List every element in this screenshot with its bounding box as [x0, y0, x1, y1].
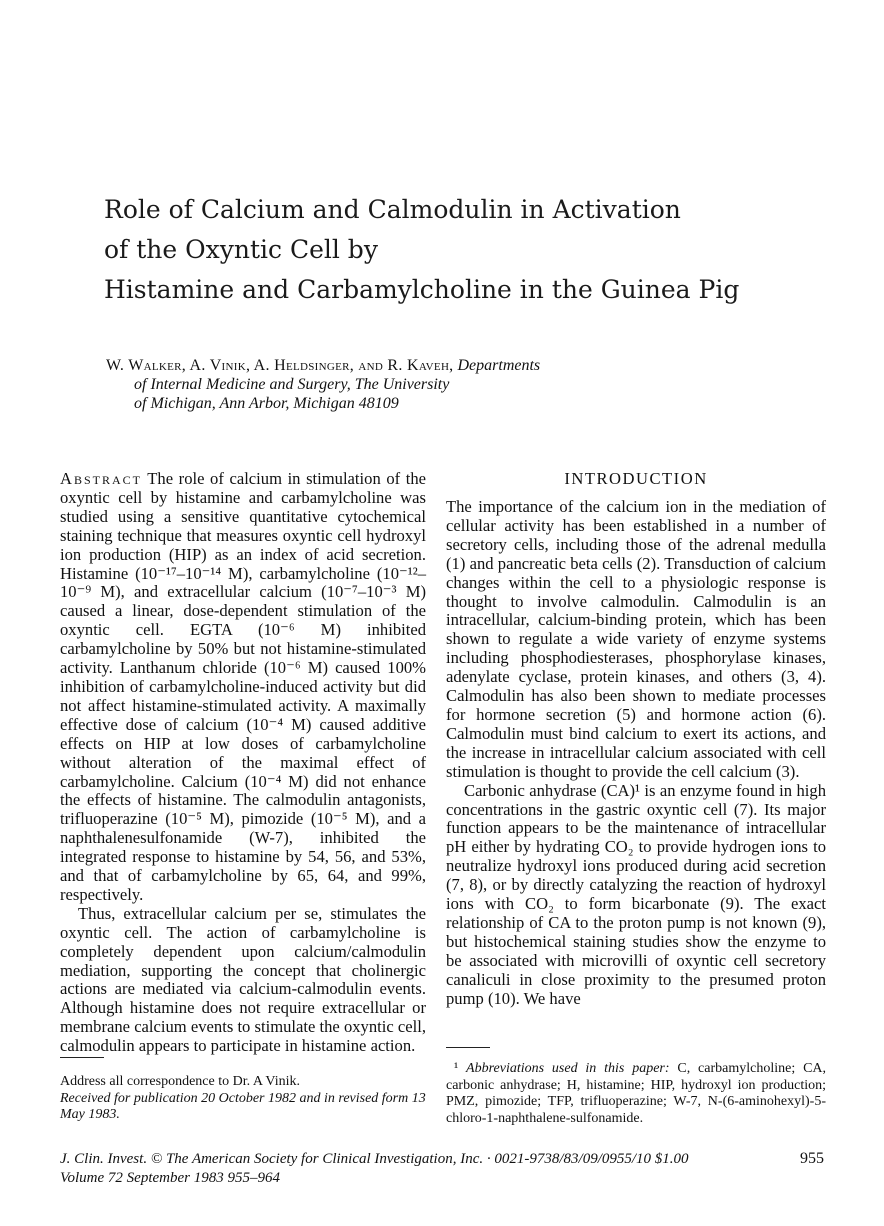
abstract-label: Abstract	[60, 469, 142, 488]
author-names: W. Walker, A. Vinik, A. Heldsinger, and R. Kaveh,	[106, 357, 454, 374]
affiliation-1: Departments	[457, 357, 541, 374]
title-line-1: Role of Calcium and Calmodulin in Activation	[104, 195, 681, 224]
footnote-marker: ¹	[454, 1061, 459, 1076]
journal-citation	[60, 1150, 820, 1188]
abbreviations-footnote	[446, 1061, 826, 1127]
journal-line-1: J. Clin. Invest. © The American Society for Clinical Investigation, Inc. · 0021-9738/83/09/0955/10 $1.00	[60, 1151, 689, 1167]
received-line: Received for publication 20 October 1982 and in revised form 13 May 1983.	[60, 1090, 426, 1122]
article-title	[104, 190, 844, 310]
correspondence-line: Address all correspondence to Dr. A Vinik.	[60, 1074, 300, 1089]
journal-line-2: Volume 72 September 1983 955–964	[60, 1170, 280, 1186]
abbreviations-text: C, carbamylcholine; CA, carbonic anhydrase; H, histamine; HIP, hydroxyl ion production; PMZ, pimozide; TFP, trifluoperazine; W-7, N-(6-aminohexyl)-5-chloro-1-naphthalene-sulfonamide.	[446, 1061, 827, 1126]
correspondence-footnote	[60, 1074, 430, 1124]
affiliation-2: of Internal Medicine and Surgery, The University	[134, 376, 450, 393]
page-number: 955	[800, 1150, 824, 1167]
abstract-column	[60, 470, 426, 1056]
title-line-2: of the Oxyntic Cell by	[104, 235, 378, 264]
intro-paragraph-2: Carbonic anhydrase (CA)¹ is an enzyme found in high concentrations in the gastric oxyntic cell (7). Its major function appears to be the maintenance of intracellular pH either by hydrating CO₂ to provide hydrogen ions to neutralize hydroxyl ions produced during acid secretion (7, 8), or by directly catalyzing the reaction of hydroxyl ions with CO₂ to form bicarbonate (9). The exact relationship of CA to the proton pump is not known (9), but histochemical staining studies show the enzyme to be associated with microvilli of oxyntic cell secretory canaliculi in close proximity to the presumed proton pump (10). We have	[446, 780, 826, 1008]
title-line-3: Histamine and Carbamylcholine in the Guinea Pig	[104, 275, 740, 304]
abstract-text-1: The role of calcium in stimulation of the oxyntic cell by histamine and carbamylcholine was studied using a sensitive quantitative cytochemical staining technique that measures oxyntic cell hydroxyl ion production (HIP) as an index of acid secretion. Histamine (10⁻¹⁷–10⁻¹⁴ M), carbamylcholine (10⁻¹²–10⁻⁹ M), and extracellular calcium (10⁻⁷–10⁻³ M) caused a linear, dose-dependent stimulation of the oxyntic cell. EGTA (10⁻⁶ M) inhibited carbamylcholine by 50% but not histamine-stimulated activity. Lanthanum chloride (10⁻⁶ M) caused 100% inhibition of carbamylcholine-induced activity but did not affect histamine-stimulated activity. A maximally effective dose of calcium (10⁻⁴ M) caused additive effects on HIP at low doses of carbamylcholine without alteration of the maximal effect of carbamylcholine. Calcium (10⁻⁴ M) did not enhance the effects of histamine. The calmodulin antagonists, trifluoperazine (10⁻⁵ M), pimozide (10⁻⁵ M), and a naphthalenesulfonamide (W-7), inhibited the integrated response to histamine by 54, 56, and 53%, and that of carbamylcholine by 65, 64, and 99%, respectively.	[60, 469, 426, 904]
author-block	[106, 356, 666, 413]
intro-paragraph-1: The importance of the calcium ion in the mediation of cellular activity has been established in a number of secretory cells, including those of the adrenal medulla (1) and pancreatic beta cells (2). Transduction of calcium changes within the cell to a physiologic response is thought to involve calmodulin. Calmodulin is an intracellular, calcium-binding protein, which has been shown to regulate a wide variety of enzyme systems including phosphodiesterases, phosphorylase kinases, adenylate cyclase, protein kinases, and others (3, 4). Calmodulin has also been shown to mediate processes for hormone secretion (5) and hormone action (6). Calmodulin must bind calcium to exert its actions, and the increase in intracellular calcium associated with cell stimulation is thought to provide the cell calcium (3).	[446, 497, 826, 781]
introduction-column	[446, 470, 826, 1008]
footnote-divider-left	[60, 1057, 104, 1058]
abstract-paragraph-2: Thus, extracellular calcium per se, stimulates the oxyntic cell. The action of carbamylcholine is completely dependent upon calcium/calmodulin mediation, supporting the concept that cholinergic actions are mediated via calcium-calmodulin events. Although histamine does not require extracellular or membrane calcium events to stimulate the oxyntic cell, calmodulin appears to participate in histamine action.	[60, 903, 426, 1056]
affiliation-3: of Michigan, Ann Arbor, Michigan 48109	[134, 395, 399, 412]
introduction-heading: INTRODUCTION	[564, 469, 708, 488]
footnote-divider-right	[446, 1047, 490, 1048]
abstract-paragraph-1	[60, 470, 426, 905]
abbreviations-label: Abbreviations used in this paper:	[466, 1061, 670, 1076]
